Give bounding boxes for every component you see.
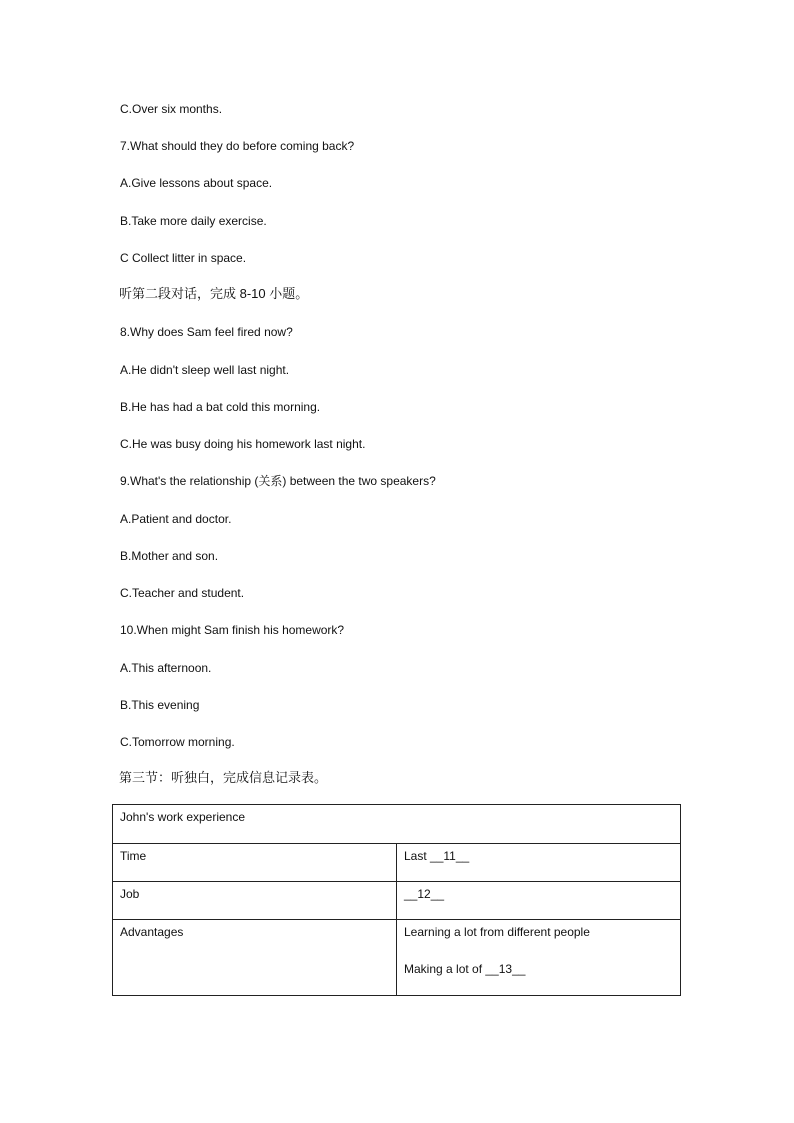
option-9b: B.Mother and son.: [120, 549, 219, 563]
option-10a: A.This afternoon.: [120, 661, 212, 675]
option-9a: A.Patient and doctor.: [120, 512, 232, 526]
advantages-label: Advantages: [120, 925, 184, 939]
option-10b: B.This evening: [120, 698, 200, 712]
table-title: John's work experience: [120, 810, 246, 824]
option-6c: C.Over six months.: [120, 102, 223, 116]
option-7a: A.Give lessons about space.: [120, 176, 273, 190]
table-row: [113, 920, 681, 996]
section-instruction-3: 第三节：听独白，完成信息记录表。: [119, 770, 328, 785]
option-7b: B.Take more daily exercise.: [120, 214, 267, 228]
table-row: [113, 805, 681, 844]
table-row: [113, 882, 681, 920]
option-8a: A.He didn't sleep well last night.: [120, 363, 290, 377]
info-record-table: [112, 804, 681, 996]
table-cell: [113, 882, 397, 920]
section-instruction-2: 听第二段对话，完成 8-10 小题。: [119, 286, 309, 301]
time-value: Last __11__: [404, 849, 470, 863]
table-row: [113, 844, 681, 882]
advantages-item-1: Learning a lot from different people: [404, 925, 590, 939]
advantages-item-2: Making a lot of __13__: [404, 962, 526, 976]
question-8: 8.Why does Sam feel fired now?: [120, 325, 293, 339]
table-cell: [113, 844, 397, 882]
option-7c: C Collect litter in space.: [120, 251, 247, 265]
table-cell: [397, 844, 681, 882]
job-label: Job: [120, 887, 140, 901]
time-label: Time: [120, 849, 147, 863]
option-8c: C.He was busy doing his homework last night.: [120, 437, 366, 451]
table-cell: [113, 920, 397, 996]
job-value: __12__: [404, 887, 445, 901]
option-10c: C.Tomorrow morning.: [120, 735, 235, 749]
table-title-cell: [113, 805, 681, 844]
table-cell: [397, 882, 681, 920]
question-9: 9.What's the relationship (关系) between the two speakers?: [120, 474, 436, 488]
option-8b: B.He has had a bat cold this morning.: [120, 400, 321, 414]
question-7: 7.What should they do before coming back?: [120, 139, 355, 153]
option-9c: C.Teacher and student.: [120, 586, 245, 600]
question-10: 10.When might Sam finish his homework?: [120, 623, 345, 637]
table-cell: [397, 920, 681, 996]
